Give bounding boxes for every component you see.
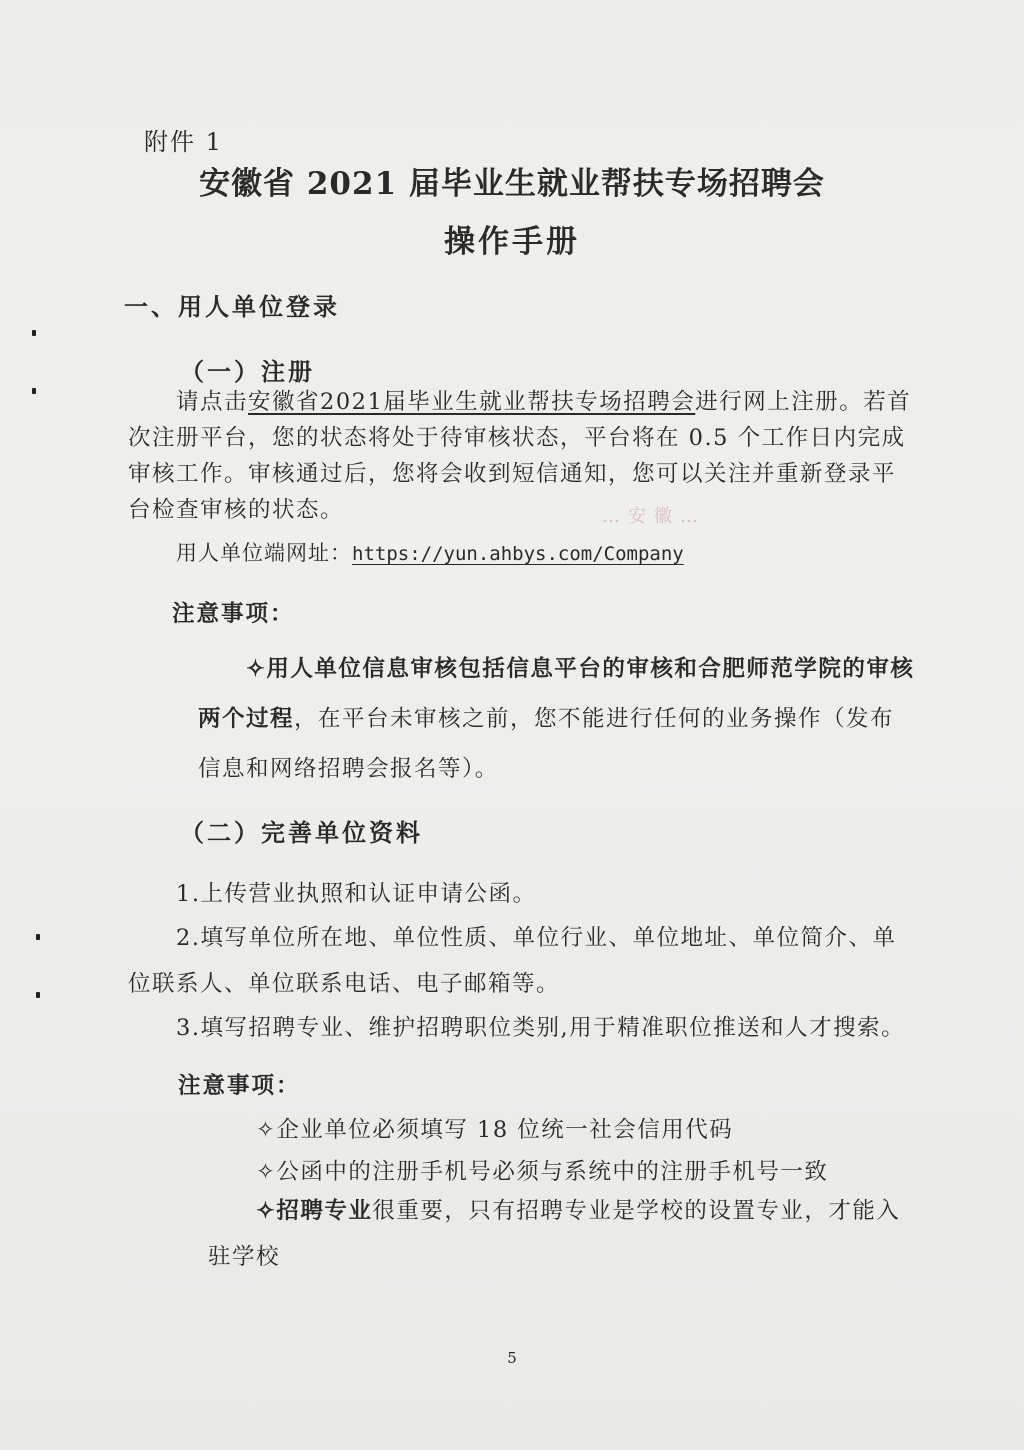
register-link[interactable]: 安徽省2021届毕业生就业帮扶专场招聘会 — [248, 389, 696, 415]
page-number: 5 — [507, 1349, 517, 1367]
list-item: 3.填写招聘专业、维护招聘职位类别,用于精准职位推送和人才搜索。 — [176, 1015, 906, 1041]
notice-label: 注意事项： — [178, 1073, 301, 1099]
punch-hole-mark — [32, 388, 36, 394]
notice-bullet: ✧企业单位必须填写 18 位统一社会信用代码 — [256, 1117, 734, 1143]
document-subtitle: 操作手册 — [444, 224, 580, 260]
register-text-pre: 请点击 — [176, 389, 249, 415]
list-item: 1.上传营业执照和认证申请公函。 — [176, 881, 537, 907]
register-paragraph — [128, 384, 918, 528]
notice-major-text: 很重要，只有招聘专业是学校的设置专业，才能入驻学校 — [208, 1198, 901, 1270]
notice-audit-paragraph — [198, 644, 918, 794]
attachment-label: 附件 1 — [144, 128, 223, 156]
company-url-row — [176, 537, 684, 567]
company-url-link[interactable]: https://yun.ahbys.com/Company — [352, 543, 684, 565]
list-item: 2.填写单位所在地、单位性质、单位行业、单位地址、单位简介、单位联系人、单位联系电话、电子邮箱等。 — [128, 925, 897, 997]
notice-bullet: ✧公函中的注册手机号必须与系统中的注册手机号一致 — [256, 1159, 829, 1185]
faded-stamp-mark: …安徽… — [602, 506, 706, 527]
subsection-heading-profile: （二）完善单位资料 — [180, 818, 423, 847]
section-heading: 一、用人单位登录 — [124, 292, 340, 321]
url-label: 用人单位端网址： — [176, 541, 352, 565]
notice-audit-text: ，在平台未审核之前，您不能进行任何的业务操作（发布信息和网络招聘会报名等）。 — [198, 706, 895, 782]
notice-label: 注意事项： — [172, 601, 295, 627]
subsection-heading-register: （一）注册 — [180, 357, 315, 386]
punch-hole-mark — [36, 992, 40, 998]
notice-audit-bold: ✧用人单位信息审核包括信息平台的审核和合肥师范学院的审核两个过程 — [198, 656, 915, 732]
notice-major-bold: ✧招聘专业 — [256, 1198, 373, 1224]
document-title: 安徽省 2021 届毕业生就业帮扶专场招聘会 — [199, 166, 825, 202]
punch-hole-mark — [32, 330, 36, 336]
notice-bullet-major — [208, 1188, 920, 1280]
register-text-post: 进行网上注册。若首次注册平台，您的状态将处于待审核状态，平台将在 0.5 个工作日内完成审核工作。审核通过后，您将会收到短信通知，您可以关注并重新登录平台检查审核的状态。 — [128, 389, 912, 523]
punch-hole-mark — [36, 934, 40, 940]
